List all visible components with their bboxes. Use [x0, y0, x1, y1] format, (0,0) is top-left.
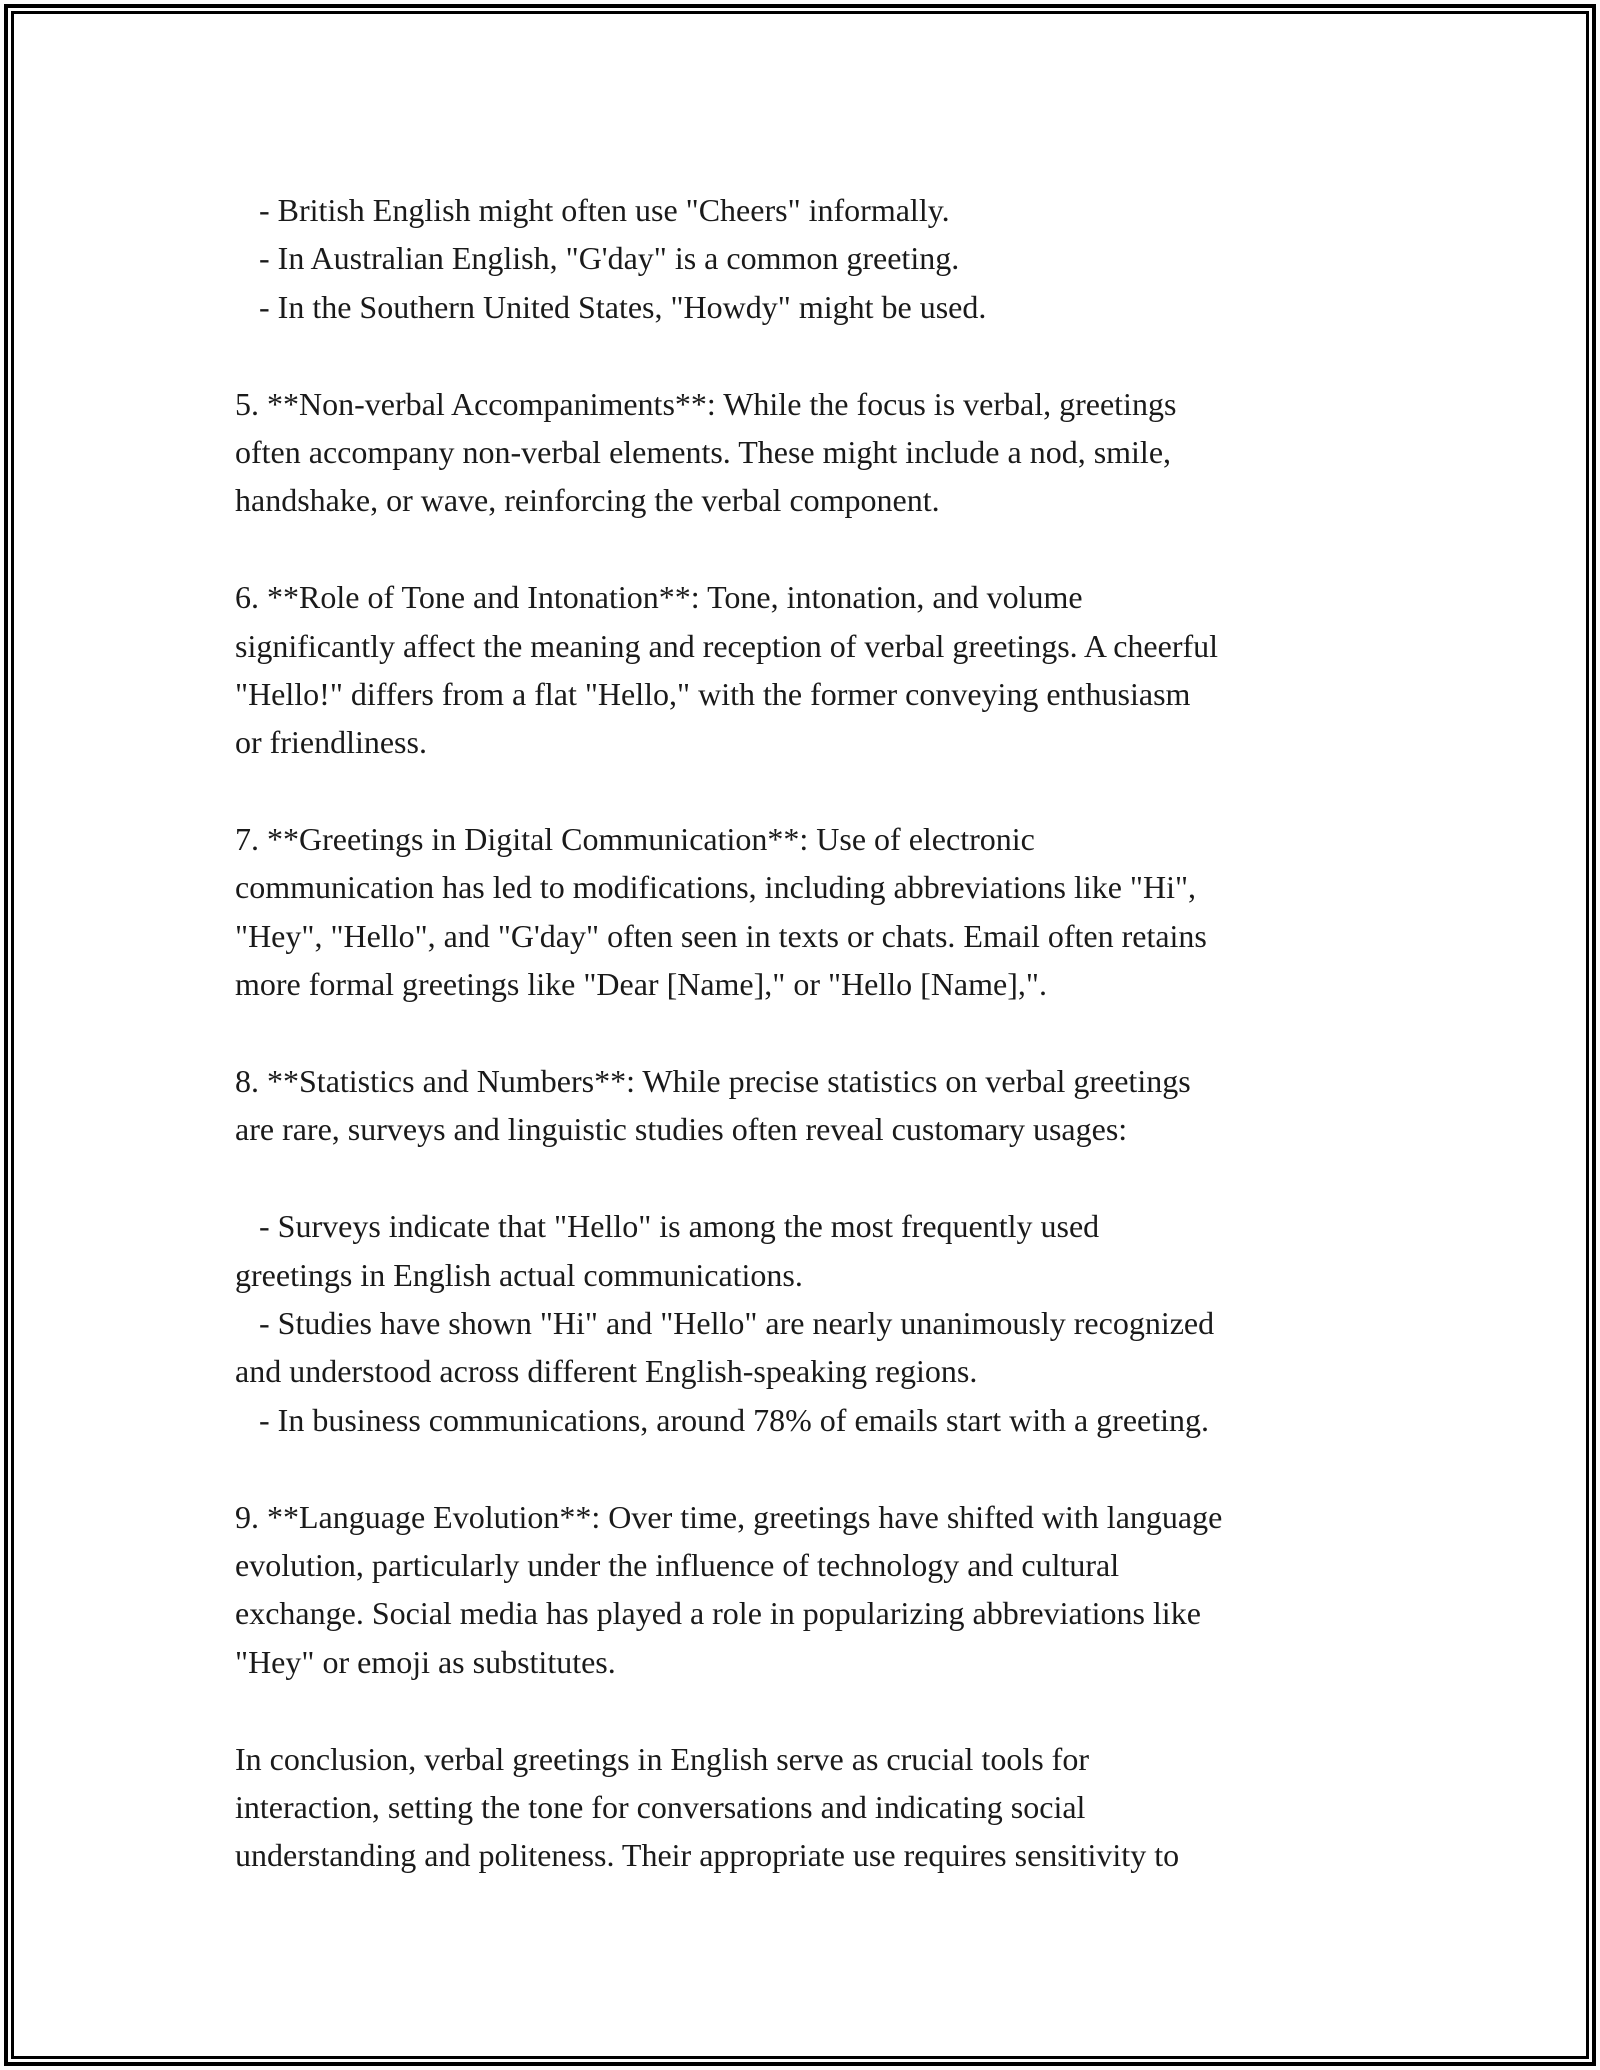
blank-line — [235, 1686, 1375, 1734]
text-line: In conclusion, verbal greetings in English serve as crucial tools for — [235, 1740, 1089, 1777]
blank-line — [235, 1154, 1375, 1202]
text-line: "Hey", "Hello", and "G'day" often seen in texts or chats. Email often retains — [235, 917, 1207, 954]
blank-line — [235, 331, 1375, 379]
text-line: - In the Southern United States, "Howdy" might be used. — [235, 288, 987, 325]
text-line: "Hey" or emoji as substitutes. — [235, 1643, 616, 1680]
text-line: exchange. Social media has played a role in popularizing abbreviations like — [235, 1595, 1201, 1632]
blank-line — [235, 1444, 1375, 1492]
text-line: - Surveys indicate that "Hello" is among the most frequently used — [235, 1208, 1100, 1245]
text-line: 8. **Statistics and Numbers**: While precise statistics on verbal greetings — [235, 1063, 1191, 1100]
text-line: or friendliness. — [235, 724, 427, 761]
text-line: evolution, particularly under the influence of technology and cultural — [235, 1546, 1120, 1583]
document-body — [235, 186, 1375, 1880]
text-line: - British English might often use "Cheers" informally. — [235, 192, 950, 228]
text-line: 9. **Language Evolution**: Over time, greetings have shifted with language — [235, 1498, 1223, 1535]
blank-line — [235, 767, 1375, 815]
text-line: 5. **Non-verbal Accompaniments**: While the focus is verbal, greetings — [235, 385, 1177, 422]
text-line: - In Australian English, "G'day" is a common greeting. — [235, 240, 960, 277]
text-line: understanding and politeness. Their appropriate use requires sensitivity to — [235, 1837, 1180, 1874]
text-line: greetings in English actual communications. — [235, 1256, 803, 1293]
text-line: "Hello!" differs from a flat "Hello," with the former conveying enthusiasm — [235, 675, 1191, 712]
text-line: - In business communications, around 78% of emails start with a greeting. — [235, 1401, 1210, 1438]
blank-line — [235, 525, 1375, 573]
text-line: more formal greetings like "Dear [Name]," or "Hello [Name],". — [235, 966, 1047, 1003]
text-line: interaction, setting the tone for conversations and indicating social — [235, 1788, 1086, 1825]
text-line: significantly affect the meaning and reception of verbal greetings. A cheerful — [235, 627, 1219, 664]
text-line: are rare, surveys and linguistic studies often reveal customary usages: — [235, 1111, 1128, 1148]
text-line: and understood across different English-speaking regions. — [235, 1353, 978, 1390]
text-line: communication has led to modifications, including abbreviations like "Hi", — [235, 869, 1197, 906]
text-line: handshake, or wave, reinforcing the verbal component. — [235, 482, 940, 519]
text-line: - Studies have shown "Hi" and "Hello" are nearly unanimously recognized — [235, 1304, 1215, 1341]
text-line: 7. **Greetings in Digital Communication**: Use of electronic — [235, 821, 1035, 858]
text-line: often accompany non-verbal elements. These might include a nod, smile, — [235, 433, 1172, 470]
text-line: 6. **Role of Tone and Intonation**: Tone, intonation, and volume — [235, 579, 1083, 616]
blank-line — [235, 1009, 1375, 1057]
